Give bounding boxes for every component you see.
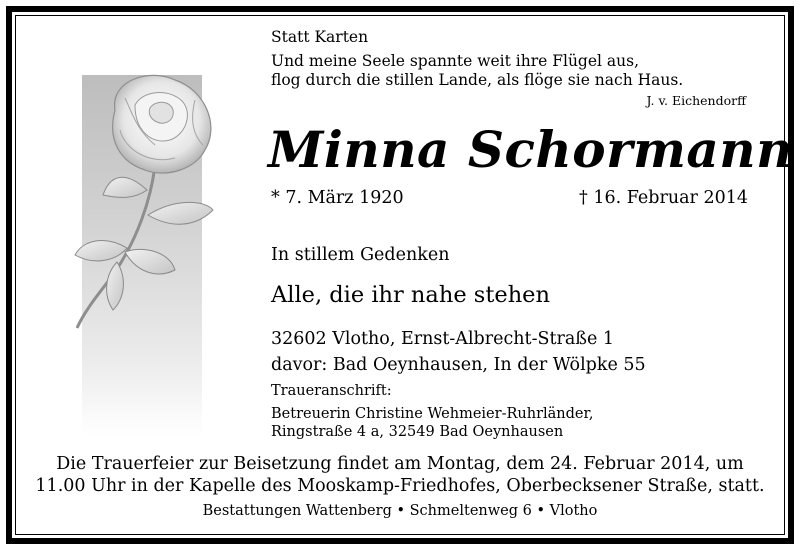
- leaf-1: [103, 177, 147, 197]
- birth-date: * 7. März 1920: [271, 188, 404, 208]
- funeral-line-2: 11.00 Uhr in der Kapelle des Mooskamp-Friedhofes, Oberbecksener Straße, statt.: [35, 476, 765, 496]
- mourners-line: Alle, die ihr nahe stehen: [271, 282, 550, 308]
- undertaker-line: Bestattungen Wattenberg • Schmeltenweg 6 • Vlotho: [202, 503, 598, 519]
- rose-illustration: [55, 70, 235, 340]
- memory-line: In stillem Gedenken: [271, 245, 450, 265]
- instead-of-cards: Statt Karten: [271, 28, 369, 46]
- leaf-3: [75, 241, 127, 261]
- death-date: † 16. Februar 2014: [579, 188, 748, 208]
- leaf-4: [125, 249, 175, 274]
- mourning-address-label: Traueranschrift:: [271, 383, 392, 399]
- leaf-2: [148, 202, 213, 224]
- funeral-line-1: Die Trauerfeier zur Beisetzung findet am Montag, dem 24. Februar 2014, um: [56, 454, 744, 474]
- poem-line-2: flog durch die stillen Lande, als flöge sie nach Haus.: [271, 71, 684, 89]
- poem-line-1: Und meine Seele spannte weit ihre Flügel aus,: [271, 52, 640, 70]
- leaf-5: [107, 262, 124, 310]
- poem-author: J. v. Eichendorff: [646, 93, 746, 108]
- rose-center: [149, 102, 173, 123]
- address-line-1: 32602 Vlotho, Ernst-Albrecht-Straße 1: [271, 329, 615, 349]
- mourning-address-line-1: Betreuerin Christine Wehmeier-Ruhrländer,: [271, 406, 594, 422]
- address-line-2: davor: Bad Oeynhausen, In der Wölpke 55: [271, 355, 646, 375]
- deceased-name: Minna Schormann: [268, 120, 793, 179]
- mourning-address-line-2: Ringstraße 4 a, 32549 Bad Oeynhausen: [271, 424, 564, 440]
